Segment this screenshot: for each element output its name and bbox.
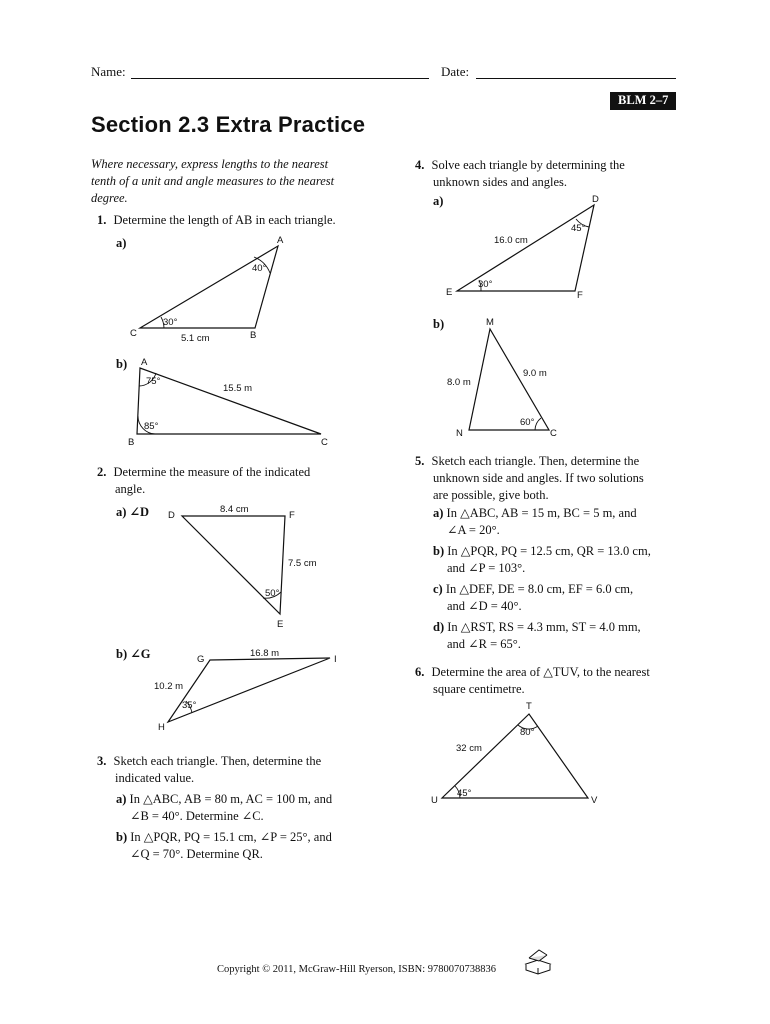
q1a-vertex-c: C — [130, 328, 137, 339]
q2b-side-gh: 10.2 m — [154, 681, 184, 692]
question-5-text-3: are possible, give both. — [433, 488, 549, 502]
q4a-vertex-d: D — [592, 194, 599, 205]
q2a-label: a) ∠D — [116, 505, 150, 519]
q2b-vertex-g: G — [197, 654, 205, 665]
q3b-label: b) — [116, 830, 128, 844]
q1a-angle-c: 30° — [163, 317, 178, 328]
q5d — [433, 619, 641, 653]
q4b-angle-c-arc — [535, 418, 541, 430]
question-5-text-1: Sketch each triangle. Then, determine the — [431, 454, 640, 468]
q2a-vertex-e: E — [277, 619, 284, 630]
book-stack-icon — [523, 946, 553, 976]
q4b-triangle — [469, 329, 549, 430]
date-line[interactable] — [476, 78, 676, 79]
question-4-number: 4. — [415, 158, 425, 172]
q1a-angle-a: 40° — [252, 263, 267, 274]
q4b-angle-c: 60° — [520, 417, 535, 428]
q2b-angle-h: 35° — [182, 700, 197, 711]
q1b-vertex-b: B — [128, 437, 135, 448]
q4b-vertex-n: N — [456, 428, 463, 439]
q4b-side-mc: 9.0 m — [523, 368, 547, 379]
q2b-vertex-i: I — [334, 654, 337, 665]
q4b-triangle-diagram — [440, 312, 580, 442]
q5a-label: a) — [433, 506, 444, 520]
q2b-vertex-h: H — [158, 722, 165, 733]
q6-side-tu: 32 cm — [456, 743, 482, 754]
q1a-vertex-b: B — [250, 330, 257, 341]
q4b-vertex-m: M — [486, 317, 494, 328]
q6-angle-u: 45° — [457, 788, 472, 799]
q5a-line-2: ∠A = 20°. — [447, 523, 500, 537]
question-4 — [415, 157, 625, 191]
q1a-side-cb: 5.1 cm — [181, 333, 210, 344]
question-1-number: 1. — [97, 213, 107, 227]
q5d-label: d) — [433, 620, 445, 634]
question-3 — [97, 753, 321, 787]
q1b-angle-b: 85° — [144, 421, 159, 432]
q2a-vertex-d: D — [168, 510, 175, 521]
copyright-footer: Copyright © 2011, McGraw-Hill Ryerson, ISBN: 9780070738836 — [217, 964, 496, 975]
instructions-line-2: tenth of a unit and angle measures to the nearest — [91, 174, 335, 188]
question-4-text-2: unknown sides and angles. — [433, 175, 568, 189]
q2a-side-df: 8.4 cm — [220, 504, 249, 515]
q2b-label: b) ∠G — [116, 647, 151, 661]
q4a-label: a) — [433, 194, 444, 208]
q5c-label: c) — [433, 582, 443, 596]
q5c — [433, 581, 633, 615]
q6-triangle-diagram — [425, 698, 615, 812]
q3a-line-2: ∠B = 40°. Determine ∠C. — [130, 809, 264, 823]
page-title: Section 2.3 Extra Practice — [91, 112, 366, 137]
q6-vertex-u: U — [431, 795, 438, 806]
q3a-line-1: In △ABC, AB = 80 m, AC = 100 m, and — [129, 792, 333, 806]
q6-angle-t: 80° — [520, 727, 535, 738]
q2a-angle-e: 50° — [265, 588, 280, 599]
q2b-side-gi: 16.8 m — [250, 648, 280, 659]
q5d-line-2: and ∠R = 65°. — [447, 637, 521, 651]
instructions-line-3: degree. — [91, 191, 128, 205]
q3a-label: a) — [116, 792, 127, 806]
q6-vertex-t: T — [526, 701, 532, 712]
question-5-text-2: unknown side and angles. If two solutions — [433, 471, 644, 485]
q4b-side-mn: 8.0 m — [447, 377, 471, 388]
question-1 — [97, 212, 336, 229]
q5b-line-1: In △PQR, PQ = 12.5 cm, QR = 13.0 cm, — [447, 544, 651, 558]
q5c-line-2: and ∠D = 40°. — [447, 599, 522, 613]
q5b-line-2: and ∠P = 103°. — [447, 561, 526, 575]
question-3-text-1: Sketch each triangle. Then, determine the — [113, 754, 322, 768]
q4b-vertex-c: C — [550, 428, 557, 439]
q5d-line-1: In △RST, RS = 4.3 mm, ST = 4.0 mm, — [447, 620, 641, 634]
q1a-triangle-diagram — [120, 230, 300, 350]
q6-vertex-v: V — [591, 795, 598, 806]
question-1-text: Determine the length of AB in each triangle. — [113, 213, 336, 227]
q2a-vertex-f: F — [289, 510, 295, 521]
q1b-label: b) — [116, 357, 128, 371]
instructions-line-1: Where necessary, express lengths to the nearest — [91, 157, 329, 171]
q1b-triangle — [137, 368, 321, 434]
question-2-number: 2. — [97, 465, 107, 479]
q1b-vertex-c: C — [321, 437, 328, 448]
q5c-line-1: In △DEF, DE = 8.0 cm, EF = 6.0 cm, — [445, 582, 634, 596]
instructions — [91, 156, 391, 207]
q1a-vertex-a: A — [277, 235, 284, 246]
q4a-vertex-f: F — [577, 290, 583, 301]
question-6-text-2: square centimetre. — [433, 682, 525, 696]
name-line[interactable] — [131, 78, 429, 79]
question-4-text-1: Solve each triangle by determining the — [431, 158, 625, 172]
q2b-triangle-diagram — [148, 642, 348, 738]
q1b-side-ac: 15.5 m — [223, 383, 253, 394]
question-2-text-1: Determine the measure of the indicated — [113, 465, 311, 479]
date-label: Date: — [441, 64, 470, 79]
q5a — [433, 505, 637, 539]
q2a-side-fe: 7.5 cm — [288, 558, 317, 569]
question-6-text-1: Determine the area of △TUV, to the nearest — [431, 665, 650, 679]
question-3-text-2: indicated value. — [115, 771, 195, 785]
question-6 — [415, 664, 650, 698]
question-5 — [415, 453, 644, 504]
q2a-triangle — [182, 516, 285, 614]
name-label: Name: — [91, 64, 126, 79]
q4a-side-de: 16.0 cm — [494, 235, 528, 246]
question-3-number: 3. — [97, 754, 107, 768]
q5b-label: b) — [433, 544, 445, 558]
q2a-triangle-diagram — [160, 500, 340, 636]
q1b-angle-a: 75° — [146, 376, 161, 387]
q3b — [116, 829, 332, 863]
question-6-number: 6. — [415, 665, 425, 679]
q4a-vertex-e: E — [446, 287, 453, 298]
q3b-line-2: ∠Q = 70°. Determine QR. — [130, 847, 263, 861]
q6-triangle — [442, 714, 588, 798]
question-2-text-2: angle. — [115, 482, 146, 496]
question-2 — [97, 464, 310, 498]
question-5-number: 5. — [415, 454, 425, 468]
q3a — [116, 791, 332, 825]
q1b-triangle-diagram — [125, 354, 335, 450]
q4a-angle-e: 30° — [478, 279, 493, 290]
q4a-triangle-diagram — [440, 190, 610, 306]
q3b-line-1: In △PQR, PQ = 15.1 cm, ∠P = 25°, and — [130, 830, 332, 844]
q5a-line-1: In △ABC, AB = 15 m, BC = 5 m, and — [446, 506, 637, 520]
q1b-vertex-a: A — [141, 357, 148, 368]
blm-badge: BLM 2–7 — [610, 92, 676, 110]
q5b — [433, 543, 651, 577]
q1a-label: a) — [116, 236, 127, 250]
q4a-angle-d: 45° — [571, 223, 586, 234]
q4b-label: b) — [433, 317, 445, 331]
